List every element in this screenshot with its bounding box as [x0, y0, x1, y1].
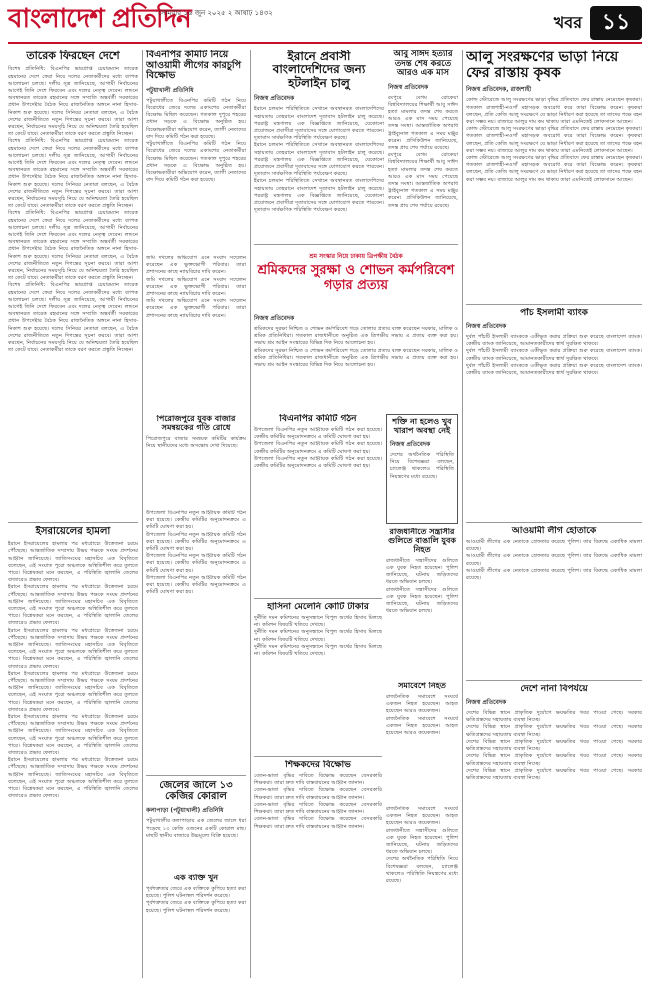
article-body-filler: বেতন-ভাতা বৃদ্ধির দাবিতে বিক্ষোভ করেছেন বেসরকারি শিক্ষকরা। তারা দ্রুত দাবি বাস্তবায়নের আহ্বান জানান।	[254, 787, 382, 801]
article-body-filler: ইরানে ইসরায়েলের হামলার পর মধ্যপ্রাচ্যে উত্তেজনা চরমে পৌঁছেছে। আন্তর্জাতিক সম্প্রদায় উভয় পক্ষকে সংযম প্রদর্শনের আহ্বান জানিয়েছে। জাতিসংঘের মহাসচিব এক বিবৃতিতে বলেছেন, এই সংঘাত পুরো অঞ্চলকে অস্থিতিশীল করে তুলতে পারে। বিশ্লেষকরা মনে করছেন, এ পরিস্থিতি জ্বালানি তেলের বাজারেও প্রভাব ফেলবে।	[8, 670, 138, 713]
article-body-filler: উপজেলা বিএনপির নতুন আহ্বায়ক কমিটি গঠন করা হয়েছে। কেন্দ্রীয় কমিটির অনুমোদনক্রমে এ কমিটি ঘোষণা করা হয়।	[254, 455, 382, 470]
article-body: বেতন-ভাতা বৃদ্ধির দাবিতে বিক্ষোভ করেছেন বেসরকারি শিক্ষকরা। তারা দ্রুত দাবি বাস্তবায়নের আহ্বান জানান।	[254, 773, 382, 787]
article-body: দেশের বিভিন্ন স্থানে প্রাকৃতিক দুর্যোগে ক্ষয়ক্ষতির খবর পাওয়া গেছে। সরকার ক্ষতিগ্রস্তদের সহায়তায় ব্যবস্থা নিচ্ছে।	[466, 710, 642, 724]
article-body: আওয়ামী লীগের এক নেতাকে গ্রেফতার করেছে পুলিশ। তার বিরুদ্ধে একাধিক মামলা রয়েছে।	[466, 539, 642, 553]
article-body-filler: জমি দখলের অভিযোগ এনে সংবাদ সম্মেলন করেছেন এক ভুক্তভোগী পরিবার। তারা প্রশাসনের কাছে ন্যায়বিচার দাবি করেন।	[146, 276, 246, 298]
article-body: পিরোজপুরে বাজার সমন্বয়ক কমিটির কার্যক্রম নিয়ে স্থানীয়দের মধ্যে অসন্তোষ দেখা দিয়েছে।	[146, 435, 246, 450]
article-headline: হাসিনা মেলেনি কোটি টাকার	[267, 602, 369, 612]
article-murder	[146, 874, 246, 978]
article-body-filler: বিশেষ প্রতিনিধি: বিএনপির ভারপ্রাপ্ত চেয়ারম্যান তারেক রহমানের দেশে ফেরা নিয়ে দলের নেতাকর্মীদের মধ্যে ব্যাপক আলোচনা চলছে। দলীয় সূত্র জানিয়েছে, আগামী নির্বাচনের আগেই তিনি দেশে ফিরবেন এবং দলের নেতৃত্ব দেবেন। লন্ডনে অবস্থানরত তারেক রহমানের সঙ্গে সম্প্রতি অন্তর্বর্তী সরকারের প্রধান উপদেষ্টার বৈঠক নিয়ে রাজনৈতিক অঙ্গনে নানা হিসাব-নিকাশ শুরু হয়েছে। দলের সিনিয়র নেতারা বলছেন, এ বৈঠক দেশের রাজনীতিতে নতুন দিগন্তের সূচনা করবে। তারা আশা করছেন, নির্বাচনের সময়সূচি নিয়ে যে অনিশ্চয়তা তৈরি হয়েছিল তা কেটে যাবে। নেতাকর্মীরা তাকে বরণ করতে প্রস্তুতি নিচ্ছেন।	[8, 282, 138, 354]
article-body-filler: বেতন-ভাতা বৃদ্ধির দাবিতে বিক্ষোভ করেছেন বেসরকারি শিক্ষকরা। তারা দ্রুত দাবি বাস্তবায়নের আহ্বান জানান।	[254, 801, 382, 816]
article-body-filler: রাজনৈতিক সমাবেশে সংঘর্ষে একজন নিহত হয়েছেন। আহত হয়েছেন আরও কয়েকজন।	[386, 715, 458, 736]
article-body-filler: উপজেলা বিএনপির নতুন আহ্বায়ক কমিটি গঠন করা হয়েছে। কেন্দ্রীয় কমিটির অনুমোদনক্রমে এ কমিটি ঘোষণা করা হয়।	[146, 531, 246, 553]
page-number: ১১	[590, 6, 642, 40]
article-iran-hotline	[254, 50, 384, 240]
article-body-filler: উপজেলা বিএনপির নতুন আহ্বায়ক কমিটি গঠন করা হয়েছে। কেন্দ্রীয় কমিটির অনুমোদনক্রমে এ কমিটি ঘোষণা করা হয়।	[254, 441, 382, 455]
article-headline: ইরানে প্রবাসী বাংলাদেশিদের জন্য হটলাইন চালু	[272, 50, 366, 90]
article-body-filler: দেশের বিভিন্ন স্থানে প্রাকৃতিক দুর্যোগে ক্ষয়ক্ষতির খবর পাওয়া গেছে। সরকার ক্ষতিগ্রস্তদের সহায়তায় ব্যবস্থা নিচ্ছে।	[466, 738, 642, 753]
article-headline: আওয়ামী লীগ হোতাকে	[511, 526, 597, 536]
article-body-filler: বিশেষ প্রতিনিধি: বিএনপির ভারপ্রাপ্ত চেয়ারম্যান তারেক রহমানের দেশে ফেরা নিয়ে দলের নেতাকর্মীদের মধ্যে ব্যাপক আলোচনা চলছে। দলীয় সূত্র জানিয়েছে, আগামী নির্বাচনের আগেই তিনি দেশে ফিরবেন এবং দলের নেতৃত্ব দেবেন। লন্ডনে অবস্থানরত তারেক রহমানের সঙ্গে সম্প্রতি অন্তর্বর্তী সরকারের প্রধান উপদেষ্টার বৈঠক নিয়ে রাজনৈতিক অঙ্গনে নানা হিসাব-নিকাশ শুরু হয়েছে। দলের সিনিয়র নেতারা বলছেন, এ বৈঠক দেশের রাজনীতিতে নতুন দিগন্তের সূচনা করবে। তারা আশা করছেন, নির্বাচনের সময়সূচি নিয়ে যে অনিশ্চয়তা তৈরি হয়েছিল তা কেটে যাবে। নেতাকর্মীরা তাকে বরণ করতে প্রস্তুতি নিচ্ছেন।	[8, 210, 138, 282]
article-filler-center	[386, 806, 458, 978]
article-disasters	[466, 684, 642, 978]
article-body: উপজেলা বিএনপির নতুন আহ্বায়ক কমিটি গঠন করা হয়েছে। কেন্দ্রীয় কমিটির অনুমোদনক্রমে এ কমিটি ঘোষণা করা হয়।	[146, 510, 246, 531]
article-islamic-banks	[466, 308, 642, 518]
article-body-filler: দেশের বিভিন্ন স্থানে প্রাকৃতিক দুর্যোগে ক্ষয়ক্ষতির খবর পাওয়া গেছে। সরকার ক্ষতিগ্রস্তদের সহায়তায় ব্যবস্থা নিচ্ছে।	[466, 724, 642, 738]
article-body-filler: শ্রমিকদের সুরক্ষা নিশ্চিত ও শোভন কর্মপরিবেশ গড়ে তোলার প্রত্যয় ব্যক্ত করেছেন সরকার, মালিক ও শ্রমিক প্রতিনিধিরা। গতকাল রাজধানীতে অনুষ্ঠিত এক ত্রিপক্ষীয় সভায় এ প্রত্যয় ব্যক্ত করা হয়। সভায় শ্রম আইন সংস্কারের বিভিন্ন দিক নিয়ে আলোচনা হয়।	[254, 347, 458, 369]
article-coral-fish	[146, 780, 246, 870]
article-body-filler: উপজেলা বিএনপির নতুন আহ্বায়ক কমিটি গঠন করা হয়েছে। কেন্দ্রীয় কমিটির অনুমোদনক্রমে এ কমিটি ঘোষণা করা হয়।	[146, 574, 246, 596]
article-body-filler: আওয়ামী লীগের এক নেতাকে গ্রেফতার করেছে পুলিশ। তার বিরুদ্ধে একাধিক মামলা রয়েছে।	[466, 553, 642, 567]
article-headline: সমাবেশে নিহত	[398, 682, 446, 690]
article-body-filler: ইরানে ইসরায়েলের হামলার পর মধ্যপ্রাচ্যে উত্তেজনা চরমে পৌঁছেছে। আন্তর্জাতিক সম্প্রদায় উভয় পক্ষকে সংযম প্রদর্শনের আহ্বান জানিয়েছে। জাতিসংঘের মহাসচিব এক বিবৃতিতে বলেছেন, এই সংঘাত পুরো অঞ্চলকে অস্থিতিশীল করে তুলতে পারে। বিশ্লেষকরা মনে করছেন, এ পরিস্থিতি জ্বালানি তেলের বাজারেও প্রভাব ফেলবে।	[8, 714, 138, 757]
article-bnp-formation	[254, 414, 382, 594]
article-headline: এক ব্যক্তি খুন	[173, 874, 219, 882]
article-kicker: শ্রম সংস্কার নিয়ে ঢাকায় ত্রিপক্ষীয় বৈঠক	[309, 253, 403, 260]
article-body: পূর্বশত্রুতার জেরে এক ব্যক্তিকে কুপিয়ে হত্যা করা হয়েছে। পুলিশ ঘটনাস্থল পরিদর্শন করেছে।	[146, 885, 246, 900]
section-label: খবর	[553, 13, 582, 32]
article-headline: দেশে নানা বিপর্যয়ে	[520, 684, 588, 694]
newspaper-logo: বাংলাদেশ প্রতিদিন	[8, 4, 191, 34]
article-body-filler: দেশের বিভিন্ন স্থানে প্রাকৃতিক দুর্যোগে ক্ষয়ক্ষতির খবর পাওয়া গেছে। সরকার ক্ষতিগ্রস্তদের সহায়তায় ব্যবস্থা নিচ্ছে।	[466, 753, 642, 767]
dateline: সোমবার ১৬ জুন ২০২৫ ২ আষাঢ় ১৪৩২	[158, 9, 273, 17]
article-headline: শ্রমিকদের সুরক্ষা ও শোভন কর্মপরিবেশ গড়ার প্রত্যয়	[257, 263, 455, 293]
article-body-filler: দুর্নীতি দমন কমিশনের অনুসন্ধানে বিপুল অর্থের হিসাব মিলছে না। কমিশন বিষয়টি খতিয়ে দেখছে।	[254, 629, 382, 643]
article-body-filler: দেশের বিভিন্ন স্থানে প্রাকৃতিক দুর্যোগে ক্ষয়ক্ষতির খবর পাওয়া গেছে। সরকার ক্ষতিগ্রস্তদের সহায়তায় ব্যবস্থা নিচ্ছে।	[466, 767, 642, 781]
article-body-filler: দুর্বল পাঁচটি ইসলামী ব্যাংককে একীভূত করার প্রক্রিয়া শুরু করেছে বাংলাদেশ ব্যাংক। কেন্দ্রীয় ব্যাংক জানিয়েছে, আমানতকারীদের স্বার্থ সুরক্ষিত থাকবে।	[466, 348, 642, 362]
article-awami-league	[466, 526, 642, 676]
article-byline: নিজস্ব প্রতিবেদক	[466, 323, 507, 331]
article-headline: শিক্ষকদের বিক্ষোভ	[285, 760, 351, 770]
article-teachers	[254, 760, 382, 978]
article-body: উপজেলা বিএনপির নতুন আহ্বায়ক কমিটি গঠন করা হয়েছে। কেন্দ্রীয় কমিটির অনুমোদনক্রমে এ কমিটি ঘোষণা করা হয়।	[254, 427, 382, 441]
article-byline: নিজস্ব প্রতিবেদক	[254, 95, 295, 103]
article-body: রাজনৈতিক সমাবেশে সংঘর্ষে একজন নিহত হয়েছেন। আহত হয়েছেন আরও কয়েকজন।	[386, 693, 458, 715]
article-pirojpur	[146, 415, 246, 505]
article-body-filler: রাজধানীতে সন্ত্রাসীদের গুলিতে এক যুবক নিহত হয়েছেন। পুলিশ জানিয়েছে, ঘটনায় জড়িতদের ধরতে অভিযান চলছে।	[386, 827, 458, 856]
article-body-filler: ইরানে ইসরায়েলের হামলার পর মধ্যপ্রাচ্যে উত্তেজনা চরমে পৌঁছেছে। আন্তর্জাতিক সম্প্রদায় উভয় পক্ষকে সংযম প্রদর্শনের আহ্বান জানিয়েছে। জাতিসংঘের মহাসচিব এক বিবৃতিতে বলেছেন, এই সংঘাত পুরো অঞ্চলকে অস্থিতিশীল করে তুলতে পারে। বিশ্লেষকরা মনে করছেন, এ পরিস্থিতি জ্বালানি তেলের বাজারেও প্রভাব ফেলবে।	[8, 627, 138, 670]
article-body-filler: আওয়ামী লীগের এক নেতাকে গ্রেফতার করেছে পুলিশ। তার বিরুদ্ধে একাধিক মামলা রয়েছে।	[466, 567, 642, 582]
article-body-filler: পটুয়াখালীতে বিএনপির কমিটি গঠন নিয়ে বিরোধের জেরে দলের একাংশের নেতাকর্মীরা বিক্ষোভ মিছিল করেছেন। গতকাল দুপুরে শহরের প্রধান সড়কে এ বিক্ষোভ অনুষ্ঠিত হয়। বিক্ষোভকারীরা অভিযোগ করেন, ত্যাগী নেতাদের বাদ দিয়ে কমিটি গঠন করা হয়েছে।	[146, 141, 246, 184]
article-body-filler: রাজধানীতে সন্ত্রাসীদের গুলিতে এক যুবক নিহত হয়েছেন। পুলিশ জানিয়েছে, ঘটনায় জড়িতদের ধরতে অভিযান চলছে।	[386, 586, 458, 615]
article-body: পটুয়াখালীতে বিএনপির কমিটি গঠন নিয়ে বিরোধের জেরে দলের একাংশের নেতাকর্মীরা বিক্ষোভ মিছিল করেছেন। গতকাল দুপুরে শহরের প্রধান সড়কে এ বিক্ষোভ অনুষ্ঠিত হয়। বিক্ষোভকারীরা অভিযোগ করেন, ত্যাগী নেতাদের বাদ দিয়ে কমিটি গঠন করা হয়েছে।	[146, 97, 246, 140]
article-body: জমি দখলের অভিযোগ এনে সংবাদ সম্মেলন করেছেন এক ভুক্তভোগী পরিবার। তারা প্রশাসনের কাছে ন্যায়বিচার দাবি করেন।	[146, 255, 246, 276]
article-body-filler: দেশের অর্থনৈতিক পরিস্থিতি নিয়ে বিশেষজ্ঞরা বলছেন, চ্যালেঞ্জ থাকলেও পরিস্থিতি নিয়ন্ত্রণের মধ্যে রয়েছে।	[386, 856, 458, 885]
article-byline: নিজস্ব প্রতিবেদক	[388, 83, 429, 91]
article-body-filler: উপজেলা বিএনপির নতুন আহ্বায়ক কমিটি গঠন করা হয়েছে। কেন্দ্রীয় কমিটির অনুমোদনক্রমে এ কমিটি ঘোষণা করা হয়।	[146, 553, 246, 574]
article-byline: নিজস্ব প্রতিবেদক, রাজশাহী	[466, 86, 532, 94]
article-headline: পিরোজপুরে যুবক বাজার সমন্বয়কের গতি রোধে	[156, 415, 236, 432]
article-headline: শক্তি না হলেও খুব খারাপ অবস্থা নেই	[392, 417, 452, 435]
article-body: দেশের অর্থনৈতিক পরিস্থিতি নিয়ে বিশেষজ্ঞরা বলছেন, চ্যালেঞ্জ থাকলেও পরিস্থিতি নিয়ন্ত্রণের মধ্যে রয়েছে।	[390, 451, 454, 480]
article-potato-farmers	[466, 50, 642, 300]
article-body-filler: ইরানে চলমান পরিস্থিতিতে সেখানে অবস্থানরত বাংলাদেশিদের সহায়তায় তেহরানে বাংলাদেশ দূতাবাস হটলাইন চালু করেছে। পররাষ্ট্র মন্ত্রণালয় এক বিজ্ঞপ্তিতে জানিয়েছে, যেকোনো প্রয়োজনে প্রবাসীরা দূতাবাসের সঙ্গে যোগাযোগ করতে পারবেন। দূতাবাস সার্বক্ষণিক পরিস্থিতি পর্যবেক্ষণ করছে।	[254, 178, 384, 214]
article-workers-body	[254, 310, 458, 410]
article-body-filler: জমি দখলের অভিযোগ এনে সংবাদ সম্মেলন করেছেন এক ভুক্তভোগী পরিবার। তারা প্রশাসনের কাছে ন্যায়বিচার দাবি করেন।	[146, 298, 246, 319]
article-body-filler: বিশেষ প্রতিনিধি: বিএনপির ভারপ্রাপ্ত চেয়ারম্যান তারেক রহমানের দেশে ফেরা নিয়ে দলের নেতাকর্মীদের মধ্যে ব্যাপক আলোচনা চলছে। দলীয় সূত্র জানিয়েছে, আগামী নির্বাচনের আগেই তিনি দেশে ফিরবেন এবং দলের নেতৃত্ব দেবেন। লন্ডনে অবস্থানরত তারেক রহমানের সঙ্গে সম্প্রতি অন্তর্বর্তী সরকারের প্রধান উপদেষ্টার বৈঠক নিয়ে রাজনৈতিক অঙ্গনে নানা হিসাব-নিকাশ শুরু হয়েছে। দলের সিনিয়র নেতারা বলছেন, এ বৈঠক দেশের রাজনীতিতে নতুন দিগন্তের সূচনা করবে। তারা আশা করছেন, নির্বাচনের সময়সূচি নিয়ে যে অনিশ্চয়তা তৈরি হয়েছিল তা কেটে যাবে। নেতাকর্মীরা তাকে বরণ করতে প্রস্তুতি নিচ্ছেন।	[8, 138, 138, 210]
article-israel	[8, 526, 138, 978]
article-press-conf	[146, 255, 246, 410]
article-headline: বিএনপির কমিটি গঠন	[279, 414, 357, 424]
article-body: ইরানে চলমান পরিস্থিতিতে সেখানে অবস্থানরত বাংলাদেশিদের সহায়তায় তেহরানে বাংলাদেশ দূতাবাস হটলাইন চালু করেছে। পররাষ্ট্র মন্ত্রণালয় এক বিজ্ঞপ্তিতে জানিয়েছে, যেকোনো প্রয়োজনে প্রবাসীরা দূতাবাসের সঙ্গে যোগাযোগ করতে পারবেন। দূতাবাস সার্বক্ষণিক পরিস্থিতি পর্যবেক্ষণ করছে।	[254, 106, 384, 142]
article-body: রাজধানীতে সন্ত্রাসীদের গুলিতে এক যুবক নিহত হয়েছেন। পুলিশ জানিয়েছে, ঘটনায় জড়িতদের ধরতে অভিযান চলছে।	[386, 557, 458, 586]
article-bnp-formation-left	[146, 510, 246, 770]
article-tarek	[8, 50, 138, 520]
article-headline: পাঁচ ইসলামী ব্যাংক	[520, 308, 588, 318]
article-body: দুর্বল পাঁচটি ইসলামী ব্যাংককে একীভূত করার প্রক্রিয়া শুরু করেছে বাংলাদেশ ব্যাংক। কেন্দ্রীয় ব্যাংক জানিয়েছে, আমানতকারীদের স্বার্থ সুরক্ষিত থাকবে।	[466, 334, 642, 348]
article-body: ইরানে ইসরায়েলের হামলার পর মধ্যপ্রাচ্যে উত্তেজনা চরমে পৌঁছেছে। আন্তর্জাতিক সম্প্রদায় উভয় পক্ষকে সংযম প্রদর্শনের আহ্বান জানিয়েছে। জাতিসংঘের মহাসচিব এক বিবৃতিতে বলেছেন, এই সংঘাত পুরো অঞ্চলকে অস্থিতিশীল করে তুলতে পারে। বিশ্লেষকরা মনে করছেন, এ পরিস্থিতি জ্বালানি তেলের বাজারেও প্রভাব ফেলবে।	[8, 541, 138, 584]
article-headline: বিএনপির কমিটি নিয়ে আওয়ামী লীগের কারচুপি বিক্ষোভ	[146, 50, 242, 82]
masthead	[8, 4, 642, 44]
article-headline: আলু সংরক্ষণের ভাড়া নিয়ে ফের রাস্তায় কৃষক	[466, 50, 619, 81]
article-byline: পটুয়াখালী প্রতিনিধি	[146, 86, 194, 94]
article-body-filler: দুর্বল পাঁচটি ইসলামী ব্যাংককে একীভূত করার প্রক্রিয়া শুরু করেছে বাংলাদেশ ব্যাংক। কেন্দ্রীয় ব্যাংক জানিয়েছে, আমানতকারীদের স্বার্থ সুরক্ষিত থাকবে।	[466, 362, 642, 377]
article-workers	[254, 248, 458, 308]
article-rally-killed	[386, 682, 458, 802]
article-body: দুর্নীতি দমন কমিশনের অনুসন্ধানে বিপুল অর্থের হিসাব মিলছে না। কমিশন বিষয়টি খতিয়ে দেখছে।	[254, 615, 382, 629]
article-body-filler: ইরানে চলমান পরিস্থিতিতে সেখানে অবস্থানরত বাংলাদেশিদের সহায়তায় তেহরানে বাংলাদেশ দূতাবাস হটলাইন চালু করেছে। পররাষ্ট্র মন্ত্রণালয় এক বিজ্ঞপ্তিতে জানিয়েছে, যেকোনো প্রয়োজনে প্রবাসীরা দূতাবাসের সঙ্গে যোগাযোগ করতে পারবেন। দূতাবাস সার্বক্ষণিক পরিস্থিতি পর্যবেক্ষণ করছে।	[254, 142, 384, 178]
article-abu-sayeed	[388, 50, 458, 240]
article-byline: নিজস্ব প্রতিবেদক	[466, 699, 507, 707]
article-hasina-money	[254, 602, 382, 752]
article-strength	[386, 414, 458, 524]
article-body-filler: কোল্ড স্টোরেজে আলু সংরক্ষণের ভাড়া বৃদ্ধির প্রতিবাদে ফের রাস্তায় নেমেছেন কৃষকরা। গতকাল রাজশাহী-নওগাঁ মহাসড়ক অবরোধ করে তারা বিক্ষোভ করেন। কৃষকরা বলছেন, প্রতি কেজি আলু সংরক্ষণে যে ভাড়া নির্ধারণ করা হয়েছে তা তাদের পক্ষে বহন করা সম্ভব নয়। বাজারে আলুর দাম কম থাকায় তারা এমনিতেই লোকসানে আছেন।	[466, 154, 642, 183]
article-body-filler: কোল্ড স্টোরেজে আলু সংরক্ষণের ভাড়া বৃদ্ধির প্রতিবাদে ফের রাস্তায় নেমেছেন কৃষকরা। গতকাল রাজশাহী-নওগাঁ মহাসড়ক অবরোধ করে তারা বিক্ষোভ করেন। কৃষকরা বলছেন, প্রতি কেজি আলু সংরক্ষণে যে ভাড়া নির্ধারণ করা হয়েছে তা তাদের পক্ষে বহন করা সম্ভব নয়। বাজারে আলুর দাম কম থাকায় তারা এমনিতেই লোকসানে আছেন।	[466, 126, 642, 154]
article-headline: আবু সাঈদ হত্যার তদন্ত শেষ করতে আরও এক মাস	[393, 50, 453, 79]
article-body-filler: বেতন-ভাতা বৃদ্ধির দাবিতে বিক্ষোভ করেছেন বেসরকারি শিক্ষকরা। তারা দ্রুত দাবি বাস্তবায়নের আহ্বান জানান।	[254, 816, 382, 830]
article-byline: নিজস্ব প্রতিবেদক	[390, 440, 431, 448]
article-body: বিশেষ প্রতিনিধি: বিএনপির ভারপ্রাপ্ত চেয়ারম্যান তারেক রহমানের দেশে ফেরা নিয়ে দলের নেতাকর্মীদের মধ্যে ব্যাপক আলোচনা চলছে। দলীয় সূত্র জানিয়েছে, আগামী নির্বাচনের আগেই তিনি দেশে ফিরবেন এবং দলের নেতৃত্ব দেবেন। লন্ডনে অবস্থানরত তারেক রহমানের সঙ্গে সম্প্রতি অন্তর্বর্তী সরকারের প্রধান উপদেষ্টার বৈঠক নিয়ে রাজনৈতিক অঙ্গনে নানা হিসাব-নিকাশ শুরু হয়েছে। দলের সিনিয়র নেতারা বলছেন, এ বৈঠক দেশের রাজনীতিতে নতুন দিগন্তের সূচনা করবে। তারা আশা করছেন, নির্বাচনের সময়সূচি নিয়ে যে অনিশ্চয়তা তৈরি হয়েছিল তা কেটে যাবে। নেতাকর্মীরা তাকে বরণ করতে প্রস্তুতি নিচ্ছেন।	[8, 66, 138, 138]
article-body: রংপুরে বেগম রোকেয়া বিশ্ববিদ্যালয়ের শিক্ষার্থী আবু সাঈদ হত্যা মামলার তদন্ত শেষ করতে আরও এক মাস সময় পেয়েছে তদন্ত সংস্থা। আন্তর্জাতিক অপরাধ ট্রাইব্যুনাল গতকাল এ সময় মঞ্জুর করেন। প্রসিকিউশন জানিয়েছে, তদন্ত প্রায় শেষ পর্যায়ে রয়েছে।	[388, 94, 458, 151]
article-headline: তারেক ফিরছেন দেশে	[26, 50, 120, 62]
article-body-filler: ইরানে ইসরায়েলের হামলার পর মধ্যপ্রাচ্যে উত্তেজনা চরমে পৌঁছেছে। আন্তর্জাতিক সম্প্রদায় উভয় পক্ষকে সংযম প্রদর্শনের আহ্বান জানিয়েছে। জাতিসংঘের মহাসচিব এক বিবৃতিতে বলেছেন, এই সংঘাত পুরো অঞ্চলকে অস্থিতিশীল করে তুলতে পারে। বিশ্লেষকরা মনে করছেন, এ পরিস্থিতি জ্বালানি তেলের বাজারেও প্রভাব ফেলবে।	[8, 757, 138, 800]
article-headline: জেলের জালে ১৩ কেজির কোরাল	[159, 780, 233, 803]
article-body: পটুয়াখালীর কলাপাড়ায় এক জেলের জালে ধরা পড়েছে ১৩ কেজি ওজনের একটি কোরাল মাছ। মাছটি স্থানীয় বাজারে উচ্চমূল্যে বিক্রি হয়েছে।	[146, 818, 246, 839]
article-headline: রাজধানীতে সন্ত্রাসীর গুলিতে বাঙালি যুবক নিহত	[388, 528, 456, 554]
article-bnp-committee-protest	[146, 50, 246, 250]
article-capital-shooting	[386, 528, 458, 678]
article-body-filler: রংপুরে বেগম রোকেয়া বিশ্ববিদ্যালয়ের শিক্ষার্থী আবু সাঈদ হত্যা মামলার তদন্ত শেষ করতে আরও এক মাস সময় পেয়েছে তদন্ত সংস্থা। আন্তর্জাতিক অপরাধ ট্রাইব্যুনাল গতকাল এ সময় মঞ্জুর করেন। প্রসিকিউশন জানিয়েছে, তদন্ত প্রায় শেষ পর্যায়ে রয়েছে।	[388, 152, 458, 209]
article-body-filler: পূর্বশত্রুতার জেরে এক ব্যক্তিকে কুপিয়ে হত্যা করা হয়েছে। পুলিশ ঘটনাস্থল পরিদর্শন করেছে।	[146, 900, 246, 914]
article-body-filler: দুর্নীতি দমন কমিশনের অনুসন্ধানে বিপুল অর্থের হিসাব মিলছে না। কমিশন বিষয়টি খতিয়ে দেখছে।	[254, 643, 382, 658]
article-body: রাজনৈতিক সমাবেশে সংঘর্ষে একজন নিহত হয়েছেন। আহত হয়েছেন আরও কয়েকজন।	[386, 806, 458, 827]
article-headline: ইসরায়েলের হামলা	[35, 526, 111, 537]
article-body-filler: ইরানে ইসরায়েলের হামলার পর মধ্যপ্রাচ্যে উত্তেজনা চরমে পৌঁছেছে। আন্তর্জাতিক সম্প্রদায় উভয় পক্ষকে সংযম প্রদর্শনের আহ্বান জানিয়েছে। জাতিসংঘের মহাসচিব এক বিবৃতিতে বলেছেন, এই সংঘাত পুরো অঞ্চলকে অস্থিতিশীল করে তুলতে পারে। বিশ্লেষকরা মনে করছেন, এ পরিস্থিতি জ্বালানি তেলের বাজারেও প্রভাব ফেলবে।	[8, 584, 138, 627]
article-body: শ্রমিকদের সুরক্ষা নিশ্চিত ও শোভন কর্মপরিবেশ গড়ে তোলার প্রত্যয় ব্যক্ত করেছেন সরকার, মালিক ও শ্রমিক প্রতিনিধিরা। গতকাল রাজধানীতে অনুষ্ঠিত এক ত্রিপক্ষীয় সভায় এ প্রত্যয় ব্যক্ত করা হয়। সভায় শ্রম আইন সংস্কারের বিভিন্ন দিক নিয়ে আলোচনা হয়।	[254, 326, 458, 347]
article-body: কোল্ড স্টোরেজে আলু সংরক্ষণের ভাড়া বৃদ্ধির প্রতিবাদে ফের রাস্তায় নেমেছেন কৃষকরা। গতকাল রাজশাহী-নওগাঁ মহাসড়ক অবরোধ করে তারা বিক্ষোভ করেন। কৃষকরা বলছেন, প্রতি কেজি আলু সংরক্ষণে যে ভাড়া নির্ধারণ করা হয়েছে তা তাদের পক্ষে বহন করা সম্ভব নয়। বাজারে আলুর দাম কম থাকায় তারা এমনিতেই লোকসানে আছেন।	[466, 97, 642, 125]
article-byline: নিজস্ব প্রতিবেদক	[254, 315, 295, 322]
article-byline: কলাপাড়া (পটুয়াখালী) প্রতিনিধি	[146, 807, 224, 815]
